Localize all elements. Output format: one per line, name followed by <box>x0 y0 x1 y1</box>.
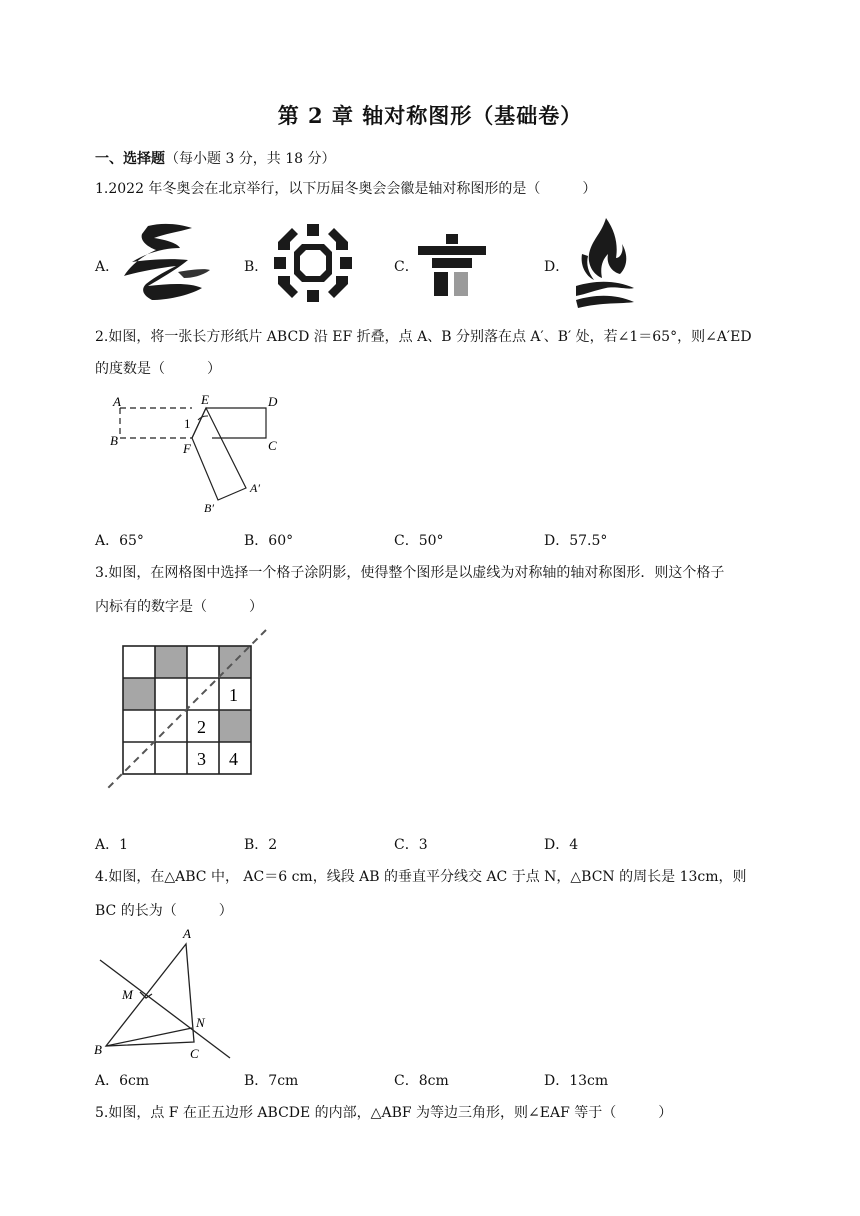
q4-option-a: A．6cm <box>95 1073 150 1089</box>
question-3-line-2: 内标有的数字是（ ） <box>95 599 263 615</box>
page-title: 第 2 章 轴对称图形（基础卷） <box>277 103 583 128</box>
label-angle-1: 1 <box>184 416 191 431</box>
q3-option-a: A．1 <box>95 837 129 853</box>
grid-number-4: 4 <box>229 749 238 769</box>
label-a: A <box>113 394 121 409</box>
triangle-figure <box>90 924 240 1064</box>
section-note: （每小题 3 分，共 18 分） <box>165 151 336 167</box>
label-n: N <box>196 1015 205 1030</box>
q1-option-b: B． <box>244 259 269 275</box>
question-2-line-1: 2.如图，将一张长方形纸片 ABCD 沿 EF 折叠，点 A、B 分别落在点 A′、B′ 处，若∠1＝65°，则∠A′ED <box>95 329 752 345</box>
label-a: A <box>183 926 191 941</box>
label-b-prime: B′ <box>204 501 214 515</box>
q4-option-b: B．7cm <box>244 1073 299 1089</box>
fold-rectangle-figure <box>100 390 280 518</box>
logo-b-icon <box>272 222 354 304</box>
logo-c-icon <box>416 230 488 300</box>
logo-d-icon <box>572 214 638 310</box>
label-e: E <box>201 392 209 407</box>
question-5-text: 5.如图，点 F 在正五边形 ABCDE 的内部，△ABF 为等边三角形，则∠EAF 等于（ ） <box>95 1105 673 1121</box>
logo-a-icon <box>118 218 210 308</box>
q2-option-b: B．60° <box>244 533 294 549</box>
label-b: B <box>110 433 118 448</box>
q1-option-c: C． <box>394 259 419 275</box>
q3-option-c: C．3 <box>394 837 428 853</box>
question-4-line-2: BC 的长为（ ） <box>95 903 233 919</box>
q3-option-b: B．2 <box>244 837 278 853</box>
question-3-line-1: 3.如图，在网格图中选择一个格子涂阴影，使得整个图形是以虚线为对称轴的轴对称图形．则这个格子 <box>95 565 725 581</box>
label-c: C <box>190 1046 199 1061</box>
label-b: B <box>94 1042 102 1057</box>
question-4-line-1: 4.如图，在△ABC 中， AC＝6 cm，线段 AB 的垂直平分线交 AC 于点 N，△BCN 的周长是 13cm，则 <box>95 869 747 885</box>
q4-option-c: C．8cm <box>394 1073 449 1089</box>
section-head: 一、选择题 <box>95 151 165 167</box>
label-a-prime: A′ <box>250 481 260 495</box>
label-c: C <box>268 438 277 453</box>
q1-option-a: A． <box>95 259 120 275</box>
section-heading <box>95 148 336 168</box>
grid-figure <box>100 626 272 798</box>
label-m: M <box>122 987 133 1002</box>
q2-option-d: D．57.5° <box>544 533 608 549</box>
grid-number-1: 1 <box>229 685 238 705</box>
q2-option-c: C．50° <box>394 533 444 549</box>
label-d: D <box>268 394 278 409</box>
question-2-line-2: 的度数是（ ） <box>95 361 221 377</box>
label-f: F <box>183 441 191 456</box>
grid-number-2: 2 <box>197 717 206 737</box>
grid-number-3: 3 <box>197 749 206 769</box>
q3-option-d: D．4 <box>544 837 579 853</box>
q2-option-a: A．65° <box>95 533 144 549</box>
question-1-text: 1.2022 年冬奥会在北京举行，以下历届冬奥会会徽是轴对称图形的是（ ） <box>95 181 597 197</box>
q1-option-d: D． <box>544 259 570 275</box>
q4-option-d: D．13cm <box>544 1073 609 1089</box>
